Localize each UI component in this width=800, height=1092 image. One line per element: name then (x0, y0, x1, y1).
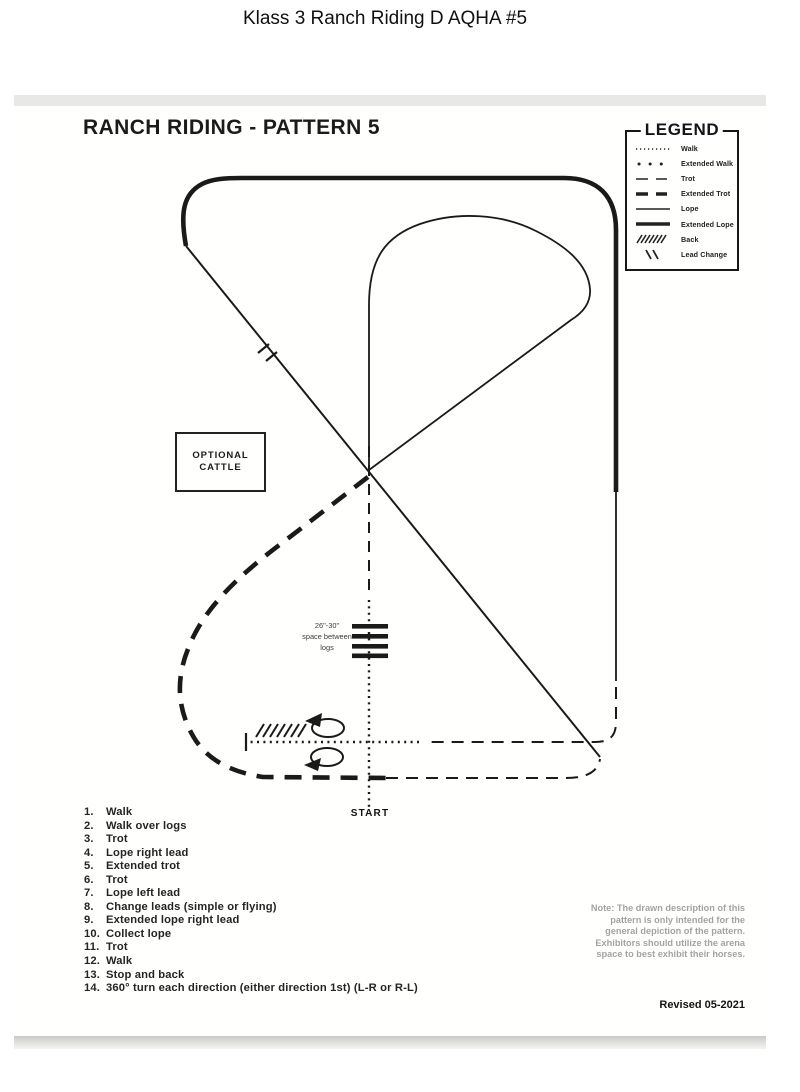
maneuver-number: 7. (84, 887, 94, 900)
walk-dotted-line-icon (634, 143, 672, 155)
legend-row (627, 201, 737, 216)
maneuver-text: Stop and back (106, 968, 185, 981)
trot-dashed-line-icon (634, 173, 672, 185)
maneuver-text: Walk (106, 955, 133, 968)
maneuver-number: 6. (84, 873, 94, 886)
maneuver-number: 3. (84, 833, 94, 846)
legend-label: Walk (681, 144, 698, 154)
pattern-note-line: space to best exhibit their horses. (596, 949, 745, 960)
legend-row (627, 171, 737, 186)
legend-row (627, 141, 737, 156)
maneuver-item (84, 847, 504, 861)
maneuver-number: 10. (84, 927, 101, 940)
legend (625, 120, 739, 271)
extended-lope-solid-line-icon (634, 218, 672, 230)
legend-row (627, 216, 737, 231)
optional-cattle-line: CATTLE (199, 462, 242, 473)
maneuver-text: Change leads (simple or flying) (106, 900, 277, 913)
pattern-note (558, 903, 745, 961)
maneuver-item (84, 874, 504, 888)
maneuver-number: 11. (84, 941, 100, 954)
maneuver-number: 14. (84, 982, 101, 995)
maneuver-text: Lope left lead (106, 887, 181, 900)
legend-label: Extended Walk (681, 159, 734, 169)
maneuver-item (84, 860, 504, 874)
maneuver-item (84, 901, 504, 915)
legend-label: Lope (681, 204, 699, 214)
maneuver-number: 9. (84, 914, 94, 927)
maneuver-list (84, 806, 504, 996)
legend-row (627, 247, 737, 262)
legend-row (627, 156, 737, 171)
lead-change-slashes-icon (634, 248, 672, 260)
maneuver-number: 2. (84, 819, 94, 832)
legend-label: Extended Lope (681, 219, 734, 229)
legend-title: LEGEND (641, 120, 723, 140)
maneuver-item (84, 955, 504, 969)
legend-row (627, 232, 737, 247)
maneuver-number: 12. (84, 955, 101, 968)
legend-label: Trot (681, 174, 695, 184)
pattern-note-line: pattern is only intended for the (610, 914, 745, 925)
maneuver-text: Walk (106, 806, 133, 818)
logs-note-line: space between (302, 631, 352, 641)
pattern-note-line: Note: The drawn description of this (590, 903, 745, 913)
maneuver-number: 13. (84, 968, 101, 981)
maneuver-item (84, 941, 504, 955)
maneuver-text: Collect lope (106, 927, 172, 940)
maneuver-item (84, 820, 504, 834)
pattern-note-line: Exhibitors should utilize the arena (595, 937, 745, 948)
legend-row (627, 186, 737, 201)
maneuver-item (84, 914, 504, 928)
maneuver-text: Trot (106, 833, 128, 846)
maneuver-item (84, 969, 504, 983)
maneuver-text: 360° turn each direction (either direction 1st) (L-R or R-L) (106, 982, 418, 995)
start-label: START (350, 808, 390, 819)
maneuver-text: Extended lope right lead (106, 914, 240, 927)
pattern-note-line: general depiction of the pattern. (605, 926, 745, 937)
maneuver-item (84, 928, 504, 942)
page-top-edge (14, 95, 766, 106)
logs-spacing-note (285, 621, 369, 653)
lope-solid-line-icon (634, 203, 672, 215)
maneuver-text: Trot (106, 941, 128, 954)
maneuver-item (84, 806, 504, 820)
maneuver-text: Walk over logs (106, 819, 187, 832)
optional-cattle-line: OPTIONAL (192, 450, 249, 461)
maneuver-number: 5. (84, 860, 94, 873)
extended-trot-dashed-line-icon (634, 188, 672, 200)
logs-note-line: 26"-30" (314, 621, 340, 630)
maneuver-item (84, 833, 504, 847)
maneuver-number: 1. (84, 806, 94, 818)
maneuver-text: Trot (106, 873, 128, 886)
legend-label: Extended Trot (681, 189, 731, 199)
maneuver-item (84, 887, 504, 901)
maneuver-text: Lope right lead (106, 846, 189, 859)
maneuver-item (84, 982, 504, 996)
maneuver-number: 8. (84, 900, 94, 913)
revised-label: Revised 05-2021 (659, 999, 745, 1011)
extended-walk-dots-icon (634, 158, 672, 170)
page-bottom-edge (14, 1036, 766, 1049)
legend-label: Back (681, 234, 699, 244)
back-hatch-icon (634, 233, 672, 245)
document-caption: Klass 3 Ranch Riding D AQHA #5 (242, 8, 528, 29)
maneuver-number: 4. (84, 846, 94, 859)
legend-label: Lead Change (681, 249, 728, 259)
logs-note-line: logs (320, 642, 334, 652)
optional-cattle-box (175, 432, 266, 492)
maneuver-text: Extended trot (106, 860, 181, 873)
pattern-title: RANCH RIDING - PATTERN 5 (83, 116, 380, 139)
